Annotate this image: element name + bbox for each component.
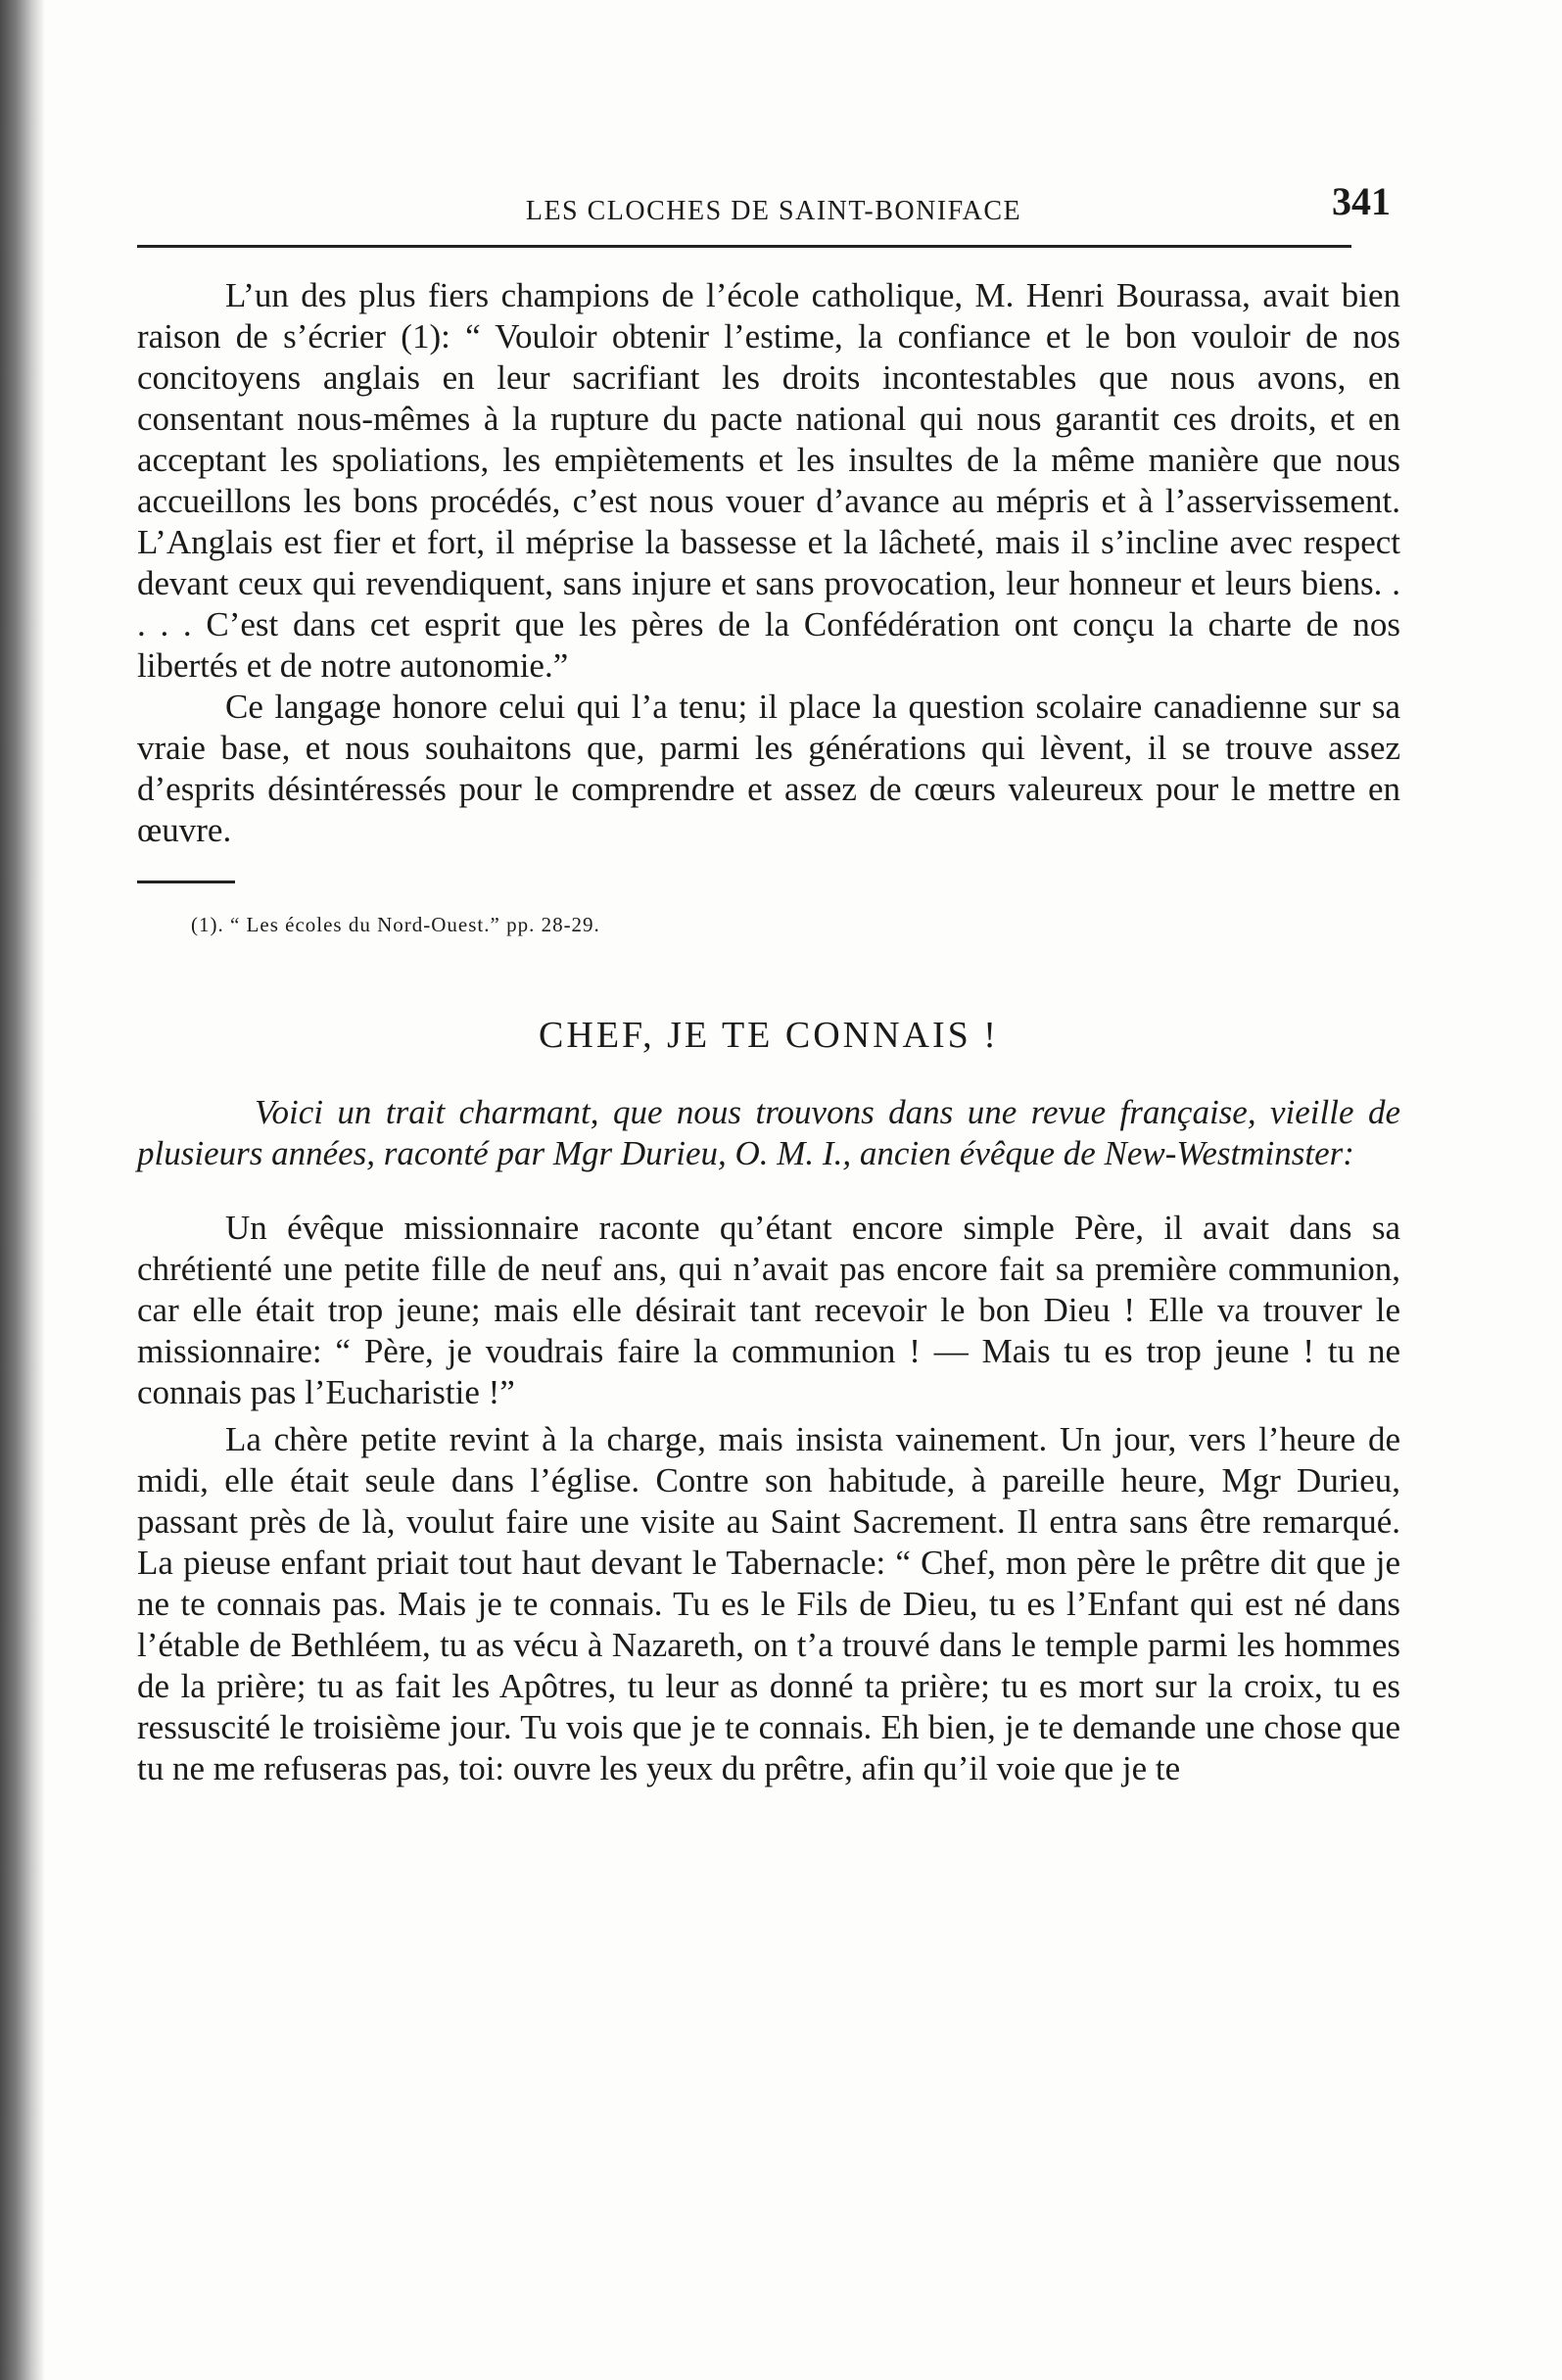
body-text-part2 xyxy=(137,1208,1400,1789)
book-page xyxy=(137,167,1410,1789)
running-title: LES CLOCHES DE SAINT-BONIFACE xyxy=(525,196,1022,226)
paragraph: La chère petite revint à la charge, mais insista vainement. Un jour, vers l’heure de midi, elle était seule dans l’église. Contre son habitude, à pareille heure, Mgr Durieu, passant près de là, voulut faire une visite au Saint Sacrement. Il entra sans être remarqué. La pieuse enfant priait tout haut devant le Tabernacle: “ Chef, mon père le prêtre dit que je ne te connais pas. Mais je te connais. Tu es le Fils de Dieu, tu es l’Enfant qui est né dans l’étable de Bethléem, tu as vécu à Nazareth, on t’a trouvé dans le temple parmi les hommes de la prière; tu as fait les Apôtres, tu leur as donné ta prière; tu es mort sur la croix, tu es ressuscité le troisième jour. Tu vois que je te connais. Eh bien, je te demande une chose que tu ne me refuseras pas, toi: ouvre les yeux du prêtre, afin qu’il voie que je te xyxy=(137,1420,1400,1787)
page-header xyxy=(137,167,1410,235)
body-text-part1 xyxy=(137,275,1400,851)
section-title: CHEF, JE TE CONNAIS ! xyxy=(539,1015,999,1056)
page-number: 341 xyxy=(1332,179,1391,223)
paragraph: L’un des plus fiers champions de l’école catholique, M. Henri Bourassa, avait bien raison de s’écrier (1): “ Vouloir obtenir l’estime, la confiance et le bon vouloir de nos concitoyens anglais en leur sacrifiant les droits incontestables que nous avons, en consentant nous-mêmes à la rupture du pacte national qui nous garantit ces droits, et en acceptant les spoliations, les empiètements et les insultes de la même manière que nous accueillons les bons procédés, c’est nous vouer d’avance au mépris et à l’asservissement. L’Anglais est fier et fort, il méprise la bassesse et la lâcheté, mais il s’incline avec respect devant ceux qui revendiquent, sans injure et sans provocation, leur honneur et leurs biens. . . . . C’est dans cet esprit que les pères de la Confédération ont conçu la charte de nos libertés et de notre autonomie.” xyxy=(137,276,1400,685)
paragraph: Un évêque missionnaire raconte qu’étant encore simple Père, il avait dans sa chrétienté une petite fille de neuf ans, qui n’avait pas encore fait sa première communion, car elle était trop jeune; mais elle désirait tant recevoir le bon Dieu ! Elle va trouver le missionnaire: “ Père, je voudrais faire la communion ! — Mais tu es trop jeune ! tu ne connais pas l’Eucharistie !” xyxy=(137,1209,1400,1411)
book-binding-shadow xyxy=(0,0,45,2380)
section-intro: Voici un trait charmant, que nous trouvons dans une revue française, vieille de plusieurs années, raconté par Mgr Durieu, O. M. I., ancien évêque de New-Westminster: xyxy=(137,1093,1400,1172)
footnote: (1). “ Les écoles du Nord-Ouest.” pp. 28-29. xyxy=(191,913,600,936)
header-rule xyxy=(137,245,1351,248)
footnote-rule xyxy=(137,881,235,883)
paragraph: Ce langage honore celui qui l’a tenu; il place la question scolaire canadienne sur sa vraie base, et nous souhaitons que, parmi les générations qui lèvent, il se trouve assez d’esprits désintéressés pour le comprendre et assez de cœurs valeureux pour le mettre en œuvre. xyxy=(137,688,1400,849)
